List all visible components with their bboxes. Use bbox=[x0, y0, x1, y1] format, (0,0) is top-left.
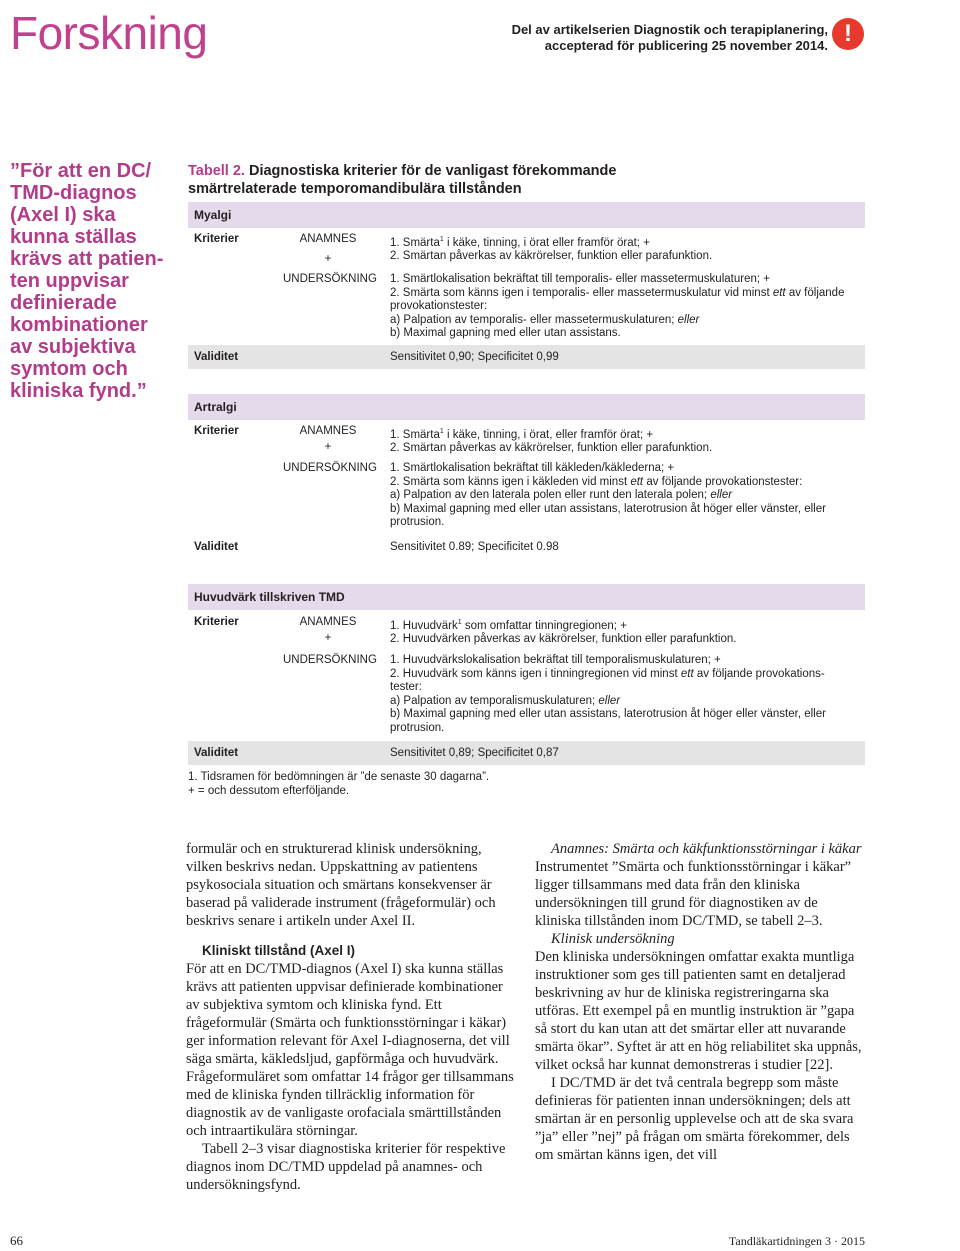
body-column-2 bbox=[535, 840, 865, 1164]
anamnes-criteria bbox=[390, 616, 860, 647]
table-note-1: 1. Tidsramen för bedömningen är ”de senaste 30 dagarna”. bbox=[188, 771, 490, 783]
criterion-text: protrusion. bbox=[390, 516, 445, 529]
validity-label: Validitet bbox=[194, 747, 239, 759]
table-number: Tabell 2. bbox=[188, 163, 245, 179]
plus-label: + bbox=[324, 632, 332, 644]
criterion-text: 1. Smärtlokalisation bekräftat till temporalis- eller massetermuskulaturen; + bbox=[390, 273, 770, 285]
criterion-text: 2. Huvudvärken påverkas av käkrörelser, funktion eller parafunktion. bbox=[390, 633, 737, 646]
criterion-text: av följande provokationstester: bbox=[643, 475, 803, 488]
criteria-label: Kriterier bbox=[194, 616, 239, 628]
criterion-text: 2. Smärtan påverkas av käkrörelser, funktion eller parafunktion. bbox=[390, 442, 713, 455]
paragraph: För att en DC/TMD-diagnos (Axel I) ska kunna ställas krävs att patienten uppvisar definierade kombinationer av subjektiva symtom och kliniska fynd. Ett frågeformulär (Smärta och funktionsstörningar i käkar) ger information relevant för Axel I-diagnoserna, det vill säga smärta, käkledsljud, gapförmåga och huvudvärk. Frågeformuläret som omfattar 14 frågor ger tillsammans med de kliniska fynden tillräcklig information för diagnostik av de vanligaste orofaciala smärttillstånden och intraartikulära störningar. bbox=[186, 961, 514, 1139]
anamnes-criteria bbox=[390, 233, 860, 264]
criterion-text: 1. Smärta bbox=[390, 236, 440, 249]
section-header-artralgi: Artralgi bbox=[188, 394, 865, 420]
criterion-text: b) Maximal gapning med eller utan assistans, laterotrusion åt höger eller vänster, eller bbox=[390, 708, 826, 721]
criterion-text: b) Maximal gapning med eller utan assistans, laterotrusion åt höger eller vänster, eller bbox=[390, 502, 826, 515]
footnote-ref: 1 bbox=[439, 428, 444, 435]
exclamation-icon: ! bbox=[832, 18, 864, 50]
subheading: Klinisk undersökning bbox=[551, 931, 675, 947]
criterion-text: tester: bbox=[390, 681, 422, 694]
criterion-text: i käke, tinning, i örat, eller framför örat; + bbox=[443, 428, 654, 441]
validity-label: Validitet bbox=[194, 351, 239, 363]
validity-value: Sensitivitet 0.89; Specificitet 0.98 bbox=[390, 541, 559, 553]
anamnes-label: ANAMNES bbox=[299, 425, 357, 437]
criterion-text: av följande provokations- bbox=[693, 667, 825, 680]
criterion-text: av följande bbox=[785, 286, 845, 299]
criterion-text: protrusion. bbox=[390, 721, 445, 734]
criterion-text: 2. Smärtan påverkas av käkrörelser, funktion eller parafunktion. bbox=[390, 250, 713, 263]
undersokning-label: UNDERSÖKNING bbox=[283, 462, 377, 474]
criterion-text: a) Palpation av den laterala polen eller runt den laterala polen; bbox=[390, 489, 711, 502]
criterion-text: 2. Smärta som känns igen i käkleden vid minst bbox=[390, 475, 631, 488]
criterion-emphasis: eller bbox=[677, 313, 700, 326]
anamnes-label: ANAMNES bbox=[299, 616, 357, 628]
table-title-line-1: Diagnostiska kriterier för de vanligast förekommande bbox=[244, 163, 617, 179]
criterion-text: a) Palpation av temporalis- eller massetermuskulaturen; bbox=[390, 313, 678, 326]
section-header-huvudvark: Huvudvärk tillskriven TMD bbox=[188, 584, 865, 610]
paragraph: formulär och en strukturerad klinisk undersökning, vilken beskrivs nedan. Uppskattning av patientens psykosociala situation och smärtans konsekvenser är baserad på validerade instrument (frågeformulär) och beskrivs senare i artikeln under Axel II. bbox=[186, 841, 496, 929]
criterion-emphasis: eller bbox=[710, 489, 733, 502]
criterion-emphasis: ett bbox=[630, 475, 644, 488]
table-notes bbox=[188, 770, 489, 798]
criterion-text: 1. Huvudvärkslokalisation bekräftat till temporalismuskulaturen; + bbox=[390, 654, 721, 666]
plus-label: + bbox=[324, 253, 332, 265]
validity-label: Validitet bbox=[194, 541, 239, 553]
series-line-2: accepterad för publicering 25 november 2014. bbox=[544, 38, 828, 53]
anamnes-criteria bbox=[390, 425, 860, 456]
subheading: Kliniskt tillstånd (Axel I) bbox=[202, 943, 356, 958]
criterion-text: 1. Smärta bbox=[390, 428, 440, 441]
section-header-myalgi: Myalgi bbox=[188, 202, 865, 228]
table-title-line-2: smärtrelaterade temporomandibulära tillstånden bbox=[188, 181, 522, 197]
paragraph: Tabell 2–3 visar diagnostiska kriterier för respektive diagnos inom DC/TMD uppdelad på anamnes- och undersökningsfynd. bbox=[186, 1141, 506, 1193]
table-note-2: + = och dessutom efterföljande. bbox=[188, 785, 350, 797]
undersokning-label: UNDERSÖKNING bbox=[283, 654, 377, 666]
section-title: Forskning bbox=[10, 7, 208, 59]
plus-label: + bbox=[324, 441, 332, 453]
criterion-text: a) Palpation av temporalismuskulaturen; bbox=[390, 694, 599, 707]
footnote-ref: 1 bbox=[439, 236, 444, 243]
table-title bbox=[188, 162, 888, 198]
criterion-text: b) Maximal gapning med eller utan assistans. bbox=[390, 327, 621, 340]
criterion-text: i käke, tinning, i örat eller framför örat; + bbox=[443, 236, 650, 249]
criterion-text: 2. Smärta som känns igen i temporalis- eller massetermuskulatur vid minst bbox=[390, 286, 773, 299]
criteria-label: Kriterier bbox=[194, 233, 239, 245]
criterion-emphasis: eller bbox=[598, 694, 621, 707]
journal-name: Tandläkartidningen 3 · 2015 bbox=[728, 1234, 865, 1248]
exam-criteria bbox=[390, 273, 860, 341]
criterion-text: 2. Huvudvärk som känns igen i tinningregionen vid minst bbox=[390, 667, 681, 680]
anamnes-label: ANAMNES bbox=[299, 233, 357, 245]
validity-value: Sensitivitet 0,90; Specificitet 0,99 bbox=[390, 351, 559, 363]
exam-criteria bbox=[390, 462, 860, 530]
subheading: Anamnes: Smärta och käkfunktionsstörningar i käkar bbox=[551, 841, 862, 857]
series-note bbox=[512, 22, 828, 54]
criterion-text: 1. Huvudvärk bbox=[390, 619, 458, 632]
criterion-text: provokationstester: bbox=[390, 300, 488, 313]
criterion-text: som omfattar tinningregionen; + bbox=[461, 619, 627, 632]
criterion-text: 1. Smärtlokalisation bekräftat till käkleden/käklederna; + bbox=[390, 462, 675, 474]
criteria-label: Kriterier bbox=[194, 425, 239, 437]
footnote-ref: 1 bbox=[457, 619, 462, 626]
series-line-1: Del av artikelserien Diagnostik och terapiplanering, bbox=[511, 22, 828, 37]
exam-criteria bbox=[390, 654, 860, 736]
body-column-1 bbox=[186, 840, 516, 1194]
paragraph: Instrumentet ”Smärta och funktionsstörningar i käkar” ligger tillsammans med data från den kliniska undersökningen till grund för diagnostiken av de kliniska tillstånden inom DC/TMD, se tabell 2–3. bbox=[535, 859, 852, 929]
validity-value: Sensitivitet 0,89; Specificitet 0,87 bbox=[390, 747, 559, 759]
undersokning-label: UNDERSÖKNING bbox=[283, 273, 377, 285]
paragraph: I DC/TMD är det två centrala begrepp som måste definieras för patienten innan undersökningen; dels att smärtan är en personlig upplevelse och att de ska svara ”ja” eller ”nej” på frågan om smärta förekommer, dels om smärtan känns igen, det vill bbox=[535, 1075, 854, 1163]
paragraph: Den kliniska undersökningen omfattar exakta muntliga instruktioner som ges till patienten samt en detaljerad beskrivning av hur de kliniska registreringarna ska utföras. Ett exempel på en muntlig instruktion är ”gapa så stort du kan utan att det smärtar eller att nuvarande smärta ökar”. Syftet är att en hög reliabilitet ska uppnås, vilket också har kunnat demonstreras i studier [22]. bbox=[535, 949, 862, 1073]
criterion-emphasis: ett bbox=[772, 286, 786, 299]
page-number: 66 bbox=[10, 1233, 23, 1248]
pull-quote: ”För att en DC/ TMD-diagnos (Axel I) ska kunna ställas krävs att patien-ten uppvisar definierade kombinationer av subjektiva symtom och kliniska fynd.” bbox=[10, 160, 164, 402]
criterion-emphasis: ett bbox=[680, 667, 694, 680]
